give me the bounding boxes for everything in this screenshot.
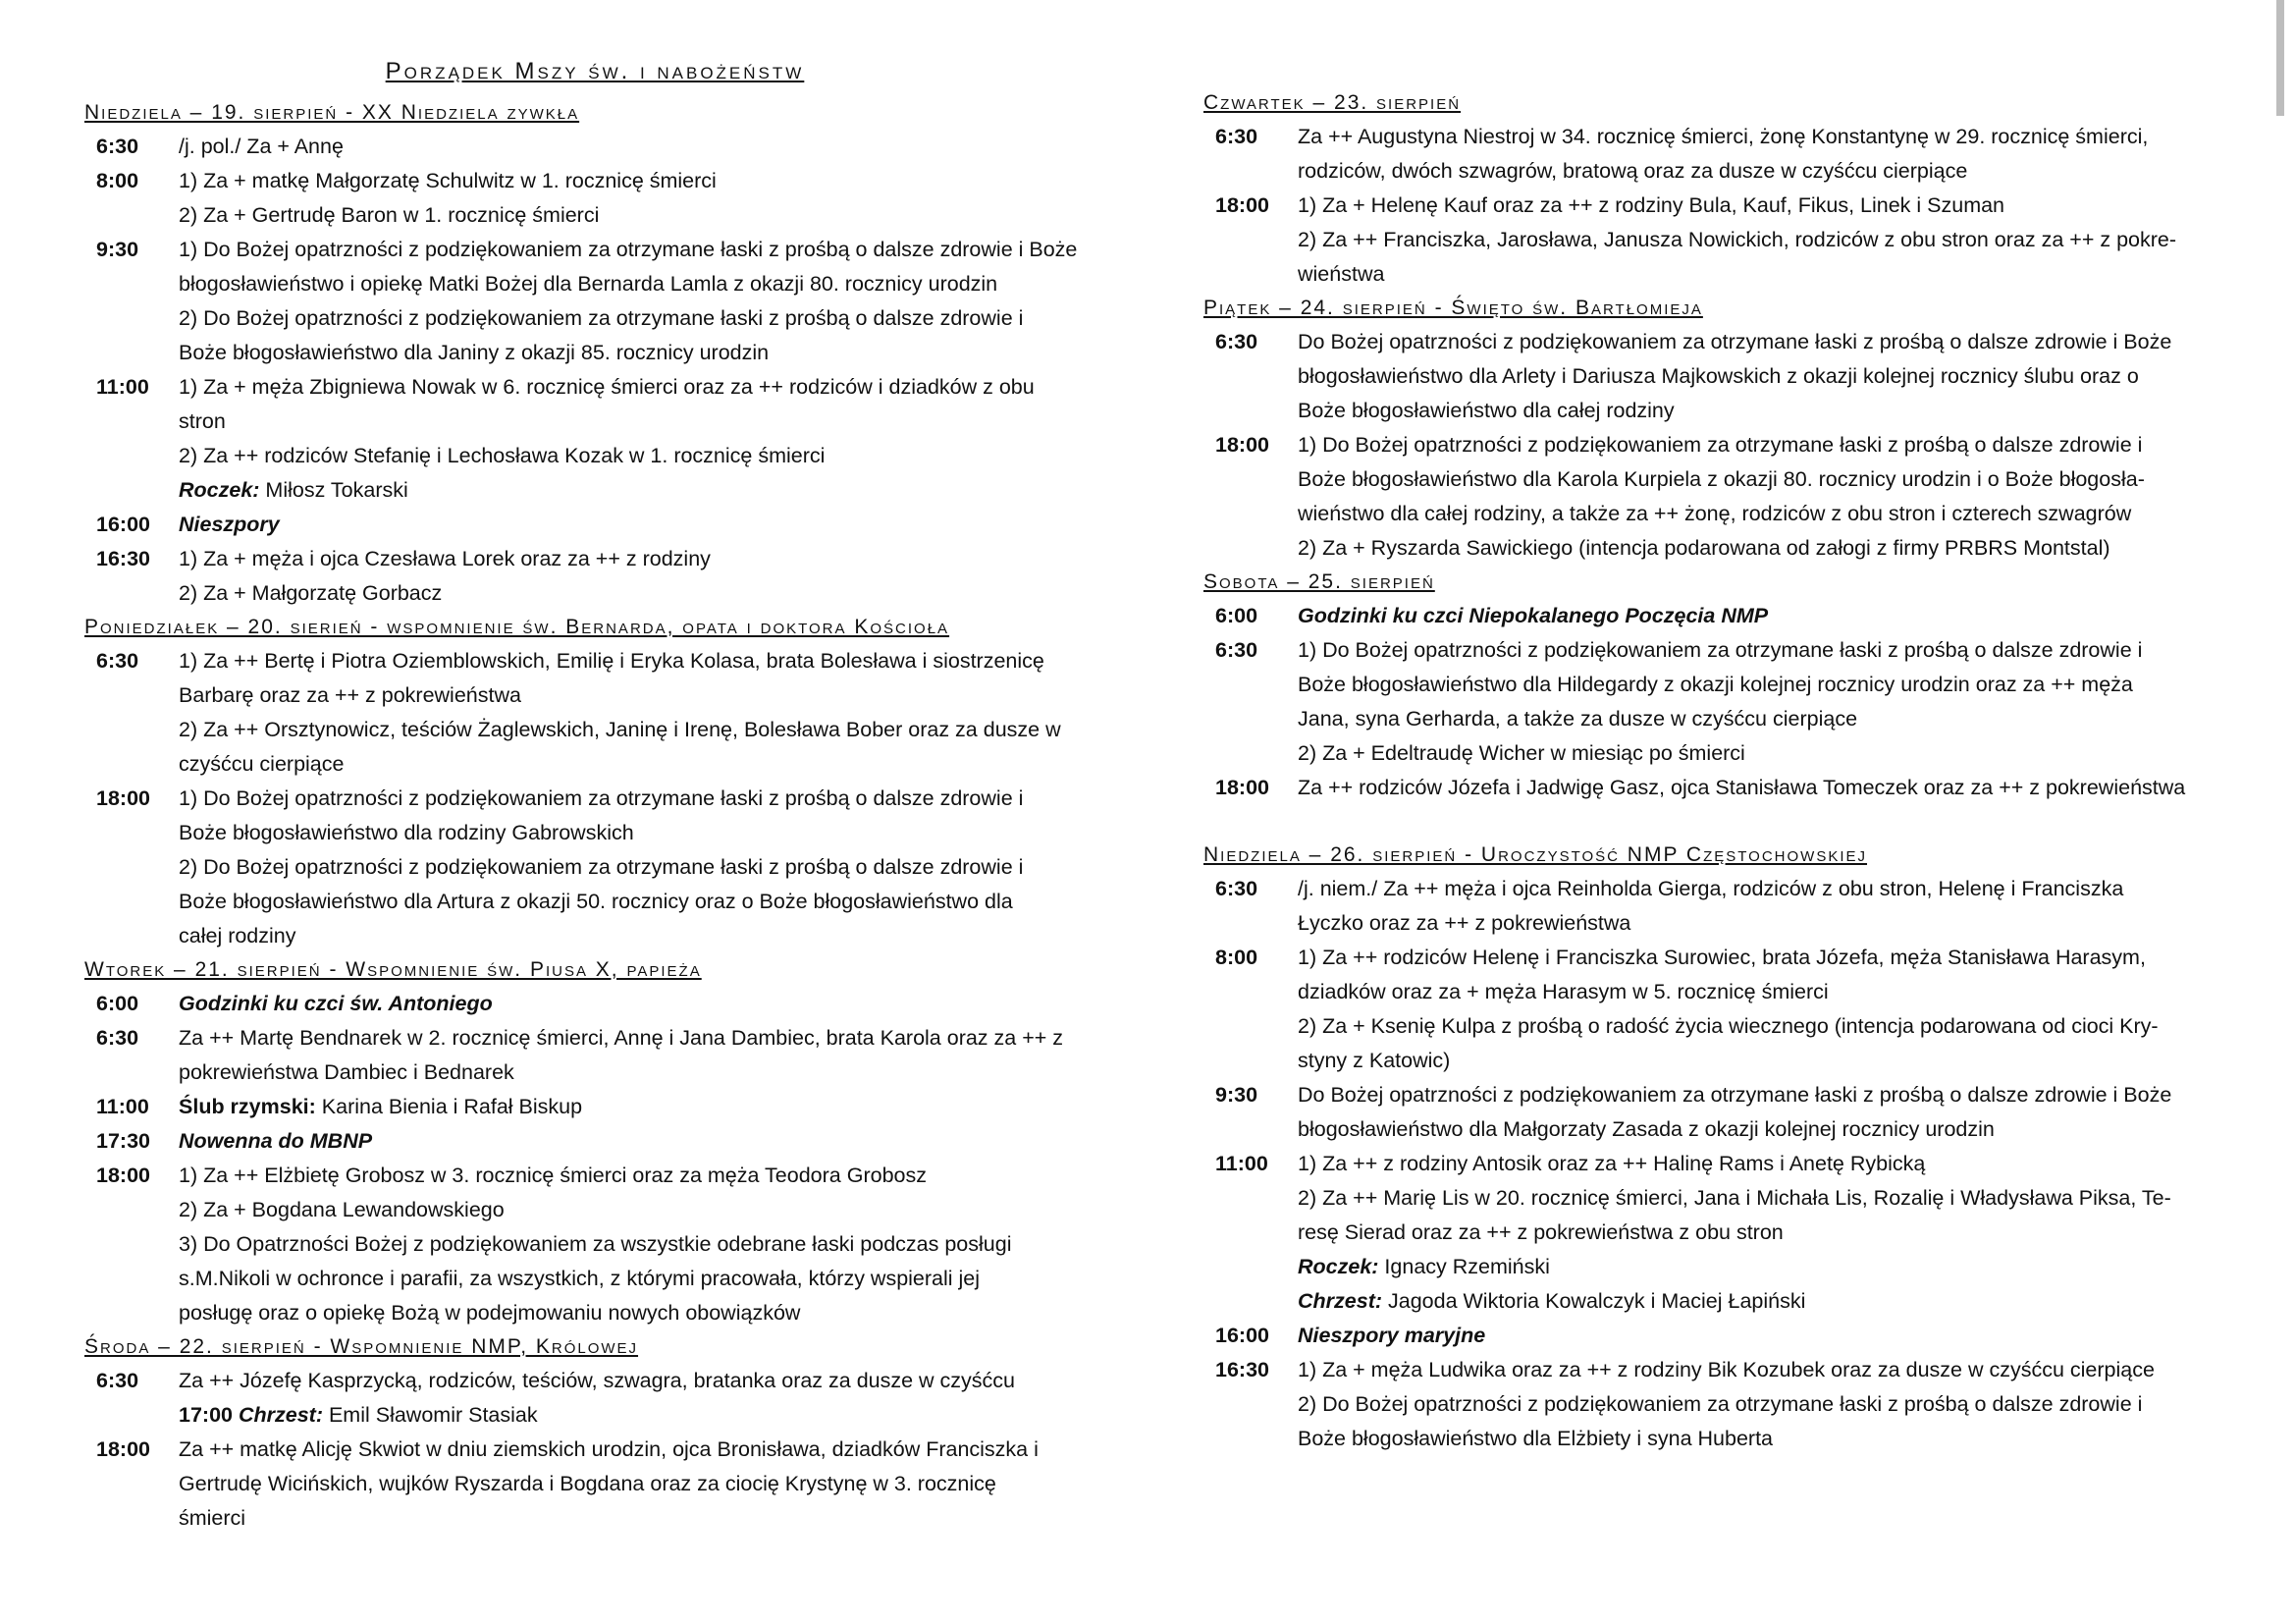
- intention-line: /j. pol./ Za + Annę: [179, 135, 344, 158]
- intention-line: /j. niem./ Za ++ męża i ojca Reinholda Gierga, rodziców z obu stron, Helenę i Franciszka: [1298, 877, 2124, 900]
- intention-line: 1) Do Bożej opatrzności z podziękowaniem za otrzymane łaski z prośbą o dalsze zdrowie i: [1298, 638, 2143, 662]
- right-column: [1203, 86, 2224, 1456]
- intention-line: 1) Do Bożej opatrzności z podziękowaniem za otrzymane łaski z prośbą o dalsze zdrowie i Boże: [179, 238, 1078, 261]
- mass-entry: [84, 1364, 1105, 1433]
- intention-line: 1) Do Bożej opatrzności z podziękowaniem za otrzymane łaski z prośbą o dalsze zdrowie i: [1298, 433, 2143, 457]
- intention-line: stron: [179, 409, 226, 433]
- mass-intentions: [1298, 872, 2224, 941]
- mass-intentions: [179, 130, 1105, 164]
- mass-entry: [1203, 872, 2224, 941]
- intention-line: 1) Za ++ rodziców Helenę i Franciszka Surowiec, brata Józefa, męża Stanisława Harasym,: [1298, 946, 2146, 969]
- intention-line: Jana, syna Gerharda, a także za dusze w czyśćcu cierpiące: [1298, 707, 1858, 731]
- intention-line: pokrewieństwa Dambiec i Bednarek: [179, 1060, 514, 1084]
- mass-time: 17:30: [96, 1129, 150, 1153]
- mass-intentions: [1298, 771, 2224, 805]
- intention-line: 2) Za + Bogdana Lewandowskiego: [179, 1198, 505, 1221]
- wedding-label: Ślub rzymski:: [179, 1095, 316, 1118]
- intention-line: resę Sierad oraz za ++ z pokrewieństwa z obu stron: [1298, 1220, 1784, 1244]
- mass-time: 6:30: [1215, 330, 1258, 353]
- mass-entry: [1203, 428, 2224, 566]
- mass-time: 18:00: [1215, 433, 1269, 457]
- intention-line: Gertrudę Wicińskich, wujków Ryszarda i Bogdana oraz za ciocię Krystynę w 3. rocznicę: [179, 1472, 996, 1495]
- mass-entry: [84, 130, 1105, 164]
- intention-line: rodziców, dwóch szwagrów, bratową oraz za dusze w czyśćcu cierpiące: [1298, 159, 1968, 183]
- mass-intentions: [1298, 1078, 2224, 1147]
- mass-intentions: [1298, 599, 2224, 633]
- mass-time: 9:30: [1215, 1083, 1258, 1107]
- mass-time: 6:30: [96, 649, 139, 673]
- wedding-names: Karina Bienia i Rafał Biskup: [315, 1095, 583, 1118]
- mass-intentions: [179, 1124, 1105, 1159]
- mass-time: 18:00: [1215, 193, 1269, 217]
- mass-intentions: [179, 1021, 1105, 1090]
- intention-line: Za ++ matkę Alicję Skwiot w dniu ziemskich urodzin, ojca Bronisława, dziadków Franciszka i: [179, 1437, 1039, 1461]
- mass-time: 11:00: [1215, 1152, 1268, 1175]
- mass-intentions: [1298, 633, 2224, 771]
- intention-line: Za ++ rodziców Józefa i Jadwigę Gasz, ojca Stanisława Tomeczek oraz za ++ z pokrewieństwa: [1298, 776, 2186, 799]
- intention-line: Boże błogosławieństwo dla Elżbiety i syna Huberta: [1298, 1427, 1774, 1450]
- mass-time: 16:00: [1215, 1324, 1269, 1347]
- mass-entry: [84, 508, 1105, 542]
- intention-line: Łyczko oraz za ++ z pokrewieństwa: [1298, 911, 1631, 935]
- day-header: Środa – 22. sierpień - Wspomnienie NMP, Królowej: [84, 1335, 639, 1358]
- mass-entry: [84, 164, 1105, 233]
- mass-time: 18:00: [96, 786, 150, 810]
- intention-line: błogosławieństwo i opiekę Matki Bożej dla Bernarda Lamla z okazji 80. rocznicy urodzin: [179, 272, 998, 296]
- mass-entry: [84, 1433, 1105, 1536]
- intention-line: s.M.Nikoli w ochronce i parafii, za wszystkich, z którymi pracowała, którzy wspierali jej: [179, 1267, 981, 1290]
- mass-time: 6:30: [96, 1026, 139, 1050]
- mass-intentions: [179, 233, 1105, 370]
- mass-entry: [84, 782, 1105, 953]
- intention-line: 2) Za ++ Orsztynowicz, teściów Żaglewskich, Janinę i Irenę, Bolesława Bober oraz za dusze w: [179, 718, 1061, 741]
- intention-line: 2) Za ++ rodziców Stefanię i Lechosława Kozak w 1. rocznicę śmierci: [179, 444, 826, 467]
- intention-line: Do Bożej opatrzności z podziękowaniem za otrzymane łaski z prośbą o dalsze zdrowie i Boże: [1298, 1083, 2172, 1107]
- intention-line: 2) Za + Edeltraudę Wicher w miesiąc po śmierci: [1298, 741, 1745, 765]
- mass-entry: [84, 542, 1105, 611]
- mass-intentions: [1298, 428, 2224, 566]
- mass-intentions: [179, 508, 1105, 542]
- mass-entry: [1203, 771, 2224, 805]
- day-header: Niedziela – 26. sierpień - Uroczystość NMP Częstochowskiej: [1203, 843, 1868, 866]
- intention-line: 1) Za + matkę Małgorzatę Schulwitz w 1. rocznicę śmierci: [179, 169, 717, 192]
- mass-intentions: [179, 1364, 1105, 1433]
- intention-line: Boże błogosławieństwo dla Hildegardy z okazji kolejnej rocznicy urodzin oraz za ++ męża: [1298, 673, 2133, 696]
- intention-line: całej rodziny: [179, 924, 296, 947]
- mass-time: 6:30: [96, 1369, 139, 1392]
- baptism-names: Jagoda Wiktoria Kowalczyk i Maciej Łapiński: [1382, 1289, 1806, 1313]
- mass-time: 6:30: [96, 135, 139, 158]
- intention-line: Za ++ Augustyna Niestroj w 34. rocznicę śmierci, żonę Konstantynę w 29. rocznicę śmierci,: [1298, 125, 2149, 148]
- intention-line: 1) Do Bożej opatrzności z podziękowaniem za otrzymane łaski z prośbą o dalsze zdrowie i: [179, 786, 1024, 810]
- intention-line: 2) Za ++ Franciszka, Jarosława, Janusza Nowickich, rodziców z obu stron oraz za ++ z pokre-: [1298, 228, 2177, 251]
- intention-line: błogosławieństwo dla Arlety i Dariusza Majkowskich z okazji kolejnej rocznicy ślubu oraz o: [1298, 364, 2139, 388]
- day-header: Piątek – 24. sierpień - Święto św. Bartłomieja: [1203, 297, 1703, 319]
- day-header: Wtorek – 21. sierpień - Wspomnienie św. Piusa X, papieża: [84, 958, 702, 981]
- mass-entry: [1203, 1078, 2224, 1147]
- mass-entry: [84, 987, 1105, 1021]
- left-days: [84, 96, 1105, 1536]
- day-header: Poniedziałek – 20. sierień - wspomnienie św. Bernarda, opata i doktora Kościoła: [84, 616, 950, 638]
- mass-time: 8:00: [96, 169, 139, 192]
- intention-line: styny z Katowic): [1298, 1049, 1451, 1072]
- right-days: [1203, 86, 2224, 1456]
- section-spacer: [1203, 805, 2224, 839]
- intention-line: Boże błogosławieństwo dla Artura z okazji 50. rocznicy oraz o Boże błogosławieństwo dla: [179, 890, 1013, 913]
- mass-entry: [1203, 1353, 2224, 1456]
- page-title: Porządek Mszy św. i nabożeństw: [385, 58, 805, 84]
- mass-entry: [1203, 325, 2224, 428]
- intention-line: 2) Do Bożej opatrzności z podziękowaniem za otrzymane łaski z prośbą o dalsze zdrowie i: [179, 855, 1024, 879]
- mass-entry: [84, 233, 1105, 370]
- first-birthday-label: Roczek:: [1298, 1255, 1379, 1278]
- mass-time: 18:00: [96, 1164, 150, 1187]
- mass-time: 9:30: [96, 238, 139, 261]
- intention-line: posługę oraz o opiekę Bożą w podejmowaniu nowych obowiązków: [179, 1301, 801, 1325]
- mass-intentions: [1298, 189, 2224, 292]
- mass-entry: [1203, 1147, 2224, 1319]
- mass-time: 11:00: [96, 375, 149, 399]
- intention-line: Boże błogosławieństwo dla Janiny z okazji 85. rocznicy urodzin: [179, 341, 770, 364]
- mass-entry: [1203, 633, 2224, 771]
- special-service: Nieszpory maryjne: [1298, 1324, 1486, 1347]
- special-service: Nowenna do MBNP: [179, 1129, 373, 1153]
- mass-intentions: [179, 644, 1105, 782]
- mass-time: 8:00: [1215, 946, 1258, 969]
- wedding-line: [179, 1090, 1105, 1124]
- intention-line: 1) Za ++ Bertę i Piotra Oziemblowskich, Emilię i Eryka Kolasa, brata Bolesława i siostrzenicę: [179, 649, 1044, 673]
- mass-intentions: [1298, 1319, 2224, 1353]
- intention-line: 1) Za ++ z rodziny Antosik oraz za ++ Halinę Rams i Anetę Rybicką: [1298, 1152, 1926, 1175]
- scrollbar[interactable]: [2276, 0, 2284, 116]
- mass-intentions: [179, 782, 1105, 953]
- first-birthday-name: Ignacy Rzemiński: [1378, 1255, 1550, 1278]
- special-service: Godzinki ku czci Niepokalanego Poczęcia NMP: [1298, 604, 1769, 627]
- mass-entry: [84, 1021, 1105, 1090]
- mass-time: 11:00: [96, 1095, 149, 1118]
- intention-line: błogosławieństwo dla Małgorzaty Zasada z okazji kolejnej rocznicy urodzin: [1298, 1117, 1995, 1141]
- mass-entry: [84, 370, 1105, 508]
- mass-intentions: [179, 164, 1105, 233]
- mass-entry: [1203, 1319, 2224, 1353]
- mass-intentions: [179, 1090, 1105, 1124]
- intention-line: śmierci: [179, 1506, 246, 1530]
- mass-intentions: [179, 1159, 1105, 1330]
- intention-line: 2) Za + Gertrudę Baron w 1. rocznicę śmierci: [179, 203, 600, 227]
- mass-time: 18:00: [1215, 776, 1269, 799]
- intention-line: dziadków oraz za + męża Harasym w 5. rocznicę śmierci: [1298, 980, 1829, 1003]
- intention-line: 3) Do Opatrzności Bożej z podziękowaniem za wszystkie odebrane łaski podczas posługi: [179, 1232, 1012, 1256]
- intention-line: wieństwo dla całej rodziny, a także za ++ żonę, rodziców z obu stron i czterech szwagrów: [1298, 502, 2132, 525]
- baptism-names: Emil Sławomir Stasiak: [322, 1403, 538, 1427]
- day-header: Sobota – 25. sierpień: [1203, 570, 1435, 593]
- intention-line: 1) Za + męża i ojca Czesława Lorek oraz za ++ z rodziny: [179, 547, 711, 570]
- first-birthday-line: [1298, 1250, 2224, 1284]
- mass-entry: [1203, 599, 2224, 633]
- mass-time: 6:30: [1215, 125, 1258, 148]
- intention-line: Do Bożej opatrzności z podziękowaniem za otrzymane łaski z prośbą o dalsze zdrowie i Boże: [1298, 330, 2172, 353]
- intention-line: Barbarę oraz za ++ z pokrewieństwa: [179, 683, 521, 707]
- first-birthday-name: Miłosz Tokarski: [259, 478, 408, 502]
- special-service: Godzinki ku czci św. Antoniego: [179, 992, 493, 1015]
- intention-line: wieństwa: [1298, 262, 1385, 286]
- mass-time: 18:00: [96, 1437, 150, 1461]
- intention-line: 1) Za + męża Ludwika oraz za ++ z rodziny Bik Kozubek oraz za dusze w czyśćcu cierpiące: [1298, 1358, 2155, 1381]
- mass-time: 16:00: [96, 513, 150, 536]
- mass-time: 6:30: [1215, 638, 1258, 662]
- intention-line: 2) Za + Ksenię Kulpa z prośbą o radość życia wiecznego (intencja podarowana od cioci Kry-: [1298, 1014, 2159, 1038]
- baptism-line: [1298, 1284, 2224, 1319]
- mass-intentions: [179, 542, 1105, 611]
- mass-intentions: [1298, 1147, 2224, 1319]
- intention-line: Za ++ Martę Bendnarek w 2. rocznicę śmierci, Annę i Jana Dambiec, brata Karola oraz za ++ z: [179, 1026, 1064, 1050]
- baptism-label: Chrzest:: [238, 1403, 323, 1427]
- intention-line: 2) Za ++ Marię Lis w 20. rocznicę śmierci, Jana i Michała Lis, Rozalię i Władysława Piksa, Te-: [1298, 1186, 2171, 1210]
- mass-entry: [1203, 120, 2224, 189]
- mass-entry: [84, 1124, 1105, 1159]
- day-header: Niedziela – 19. sierpień - XX Niedziela zywkła: [84, 101, 580, 124]
- baptism-time: 17:00: [179, 1403, 239, 1427]
- intention-line: Boże błogosławieństwo dla Karola Kurpiela z okazji 80. rocznicy urodzin i o Boże błogosła-: [1298, 467, 2145, 491]
- intention-line: Za ++ Józefę Kasprzycką, rodziców, teściów, szwagra, bratanka oraz za dusze w czyśćcu: [179, 1369, 1016, 1392]
- mass-time: 16:30: [96, 547, 150, 570]
- mass-entry: [84, 1159, 1105, 1330]
- mass-intentions: [1298, 1353, 2224, 1456]
- mass-intentions: [179, 370, 1105, 508]
- baptism-label: Chrzest:: [1298, 1289, 1383, 1313]
- intention-line: Boże błogosławieństwo dla rodziny Gabrowskich: [179, 821, 634, 844]
- intention-line: czyśćcu cierpiące: [179, 752, 345, 776]
- mass-intentions: [1298, 120, 2224, 189]
- baptism-line: [179, 1398, 1105, 1433]
- intention-line: Boże błogosławieństwo dla całej rodziny: [1298, 399, 1675, 422]
- intention-line: 1) Za + męża Zbigniewa Nowak w 6. rocznicę śmierci oraz za ++ rodziców i dziadków z obu: [179, 375, 1035, 399]
- day-header: Czwartek – 23. sierpień: [1203, 91, 1462, 114]
- mass-intentions: [1298, 941, 2224, 1078]
- mass-intentions: [179, 987, 1105, 1021]
- intention-line: 1) Za + Helenę Kauf oraz za ++ z rodziny Bula, Kauf, Fikus, Linek i Szuman: [1298, 193, 2005, 217]
- intention-line: 2) Do Bożej opatrzności z podziękowaniem za otrzymane łaski z prośbą o dalsze zdrowie i: [1298, 1392, 2143, 1416]
- intention-line: 2) Za + Ryszarda Sawickiego (intencja podarowana od załogi z firmy PRBRS Montstal): [1298, 536, 2110, 560]
- first-birthday-line: [179, 473, 1105, 508]
- intention-line: 2) Za + Małgorzatę Gorbacz: [179, 581, 443, 605]
- intention-line: 1) Za ++ Elżbietę Grobosz w 3. rocznicę śmierci oraz za męża Teodora Grobosz: [179, 1164, 927, 1187]
- first-birthday-label: Roczek:: [179, 478, 260, 502]
- mass-time: 6:00: [1215, 604, 1258, 627]
- intention-line: 2) Do Bożej opatrzności z podziękowaniem za otrzymane łaski z prośbą o dalsze zdrowie i: [179, 306, 1024, 330]
- mass-entry: [84, 644, 1105, 782]
- mass-time: 6:30: [1215, 877, 1258, 900]
- left-column: [84, 57, 1105, 1536]
- special-service: Nieszpory: [179, 513, 280, 536]
- mass-time: 6:00: [96, 992, 139, 1015]
- mass-entry: [1203, 941, 2224, 1078]
- mass-entry: [84, 1090, 1105, 1124]
- mass-intentions: [1298, 325, 2224, 428]
- mass-time: 16:30: [1215, 1358, 1269, 1381]
- mass-entry: [1203, 189, 2224, 292]
- mass-intentions: [179, 1433, 1105, 1536]
